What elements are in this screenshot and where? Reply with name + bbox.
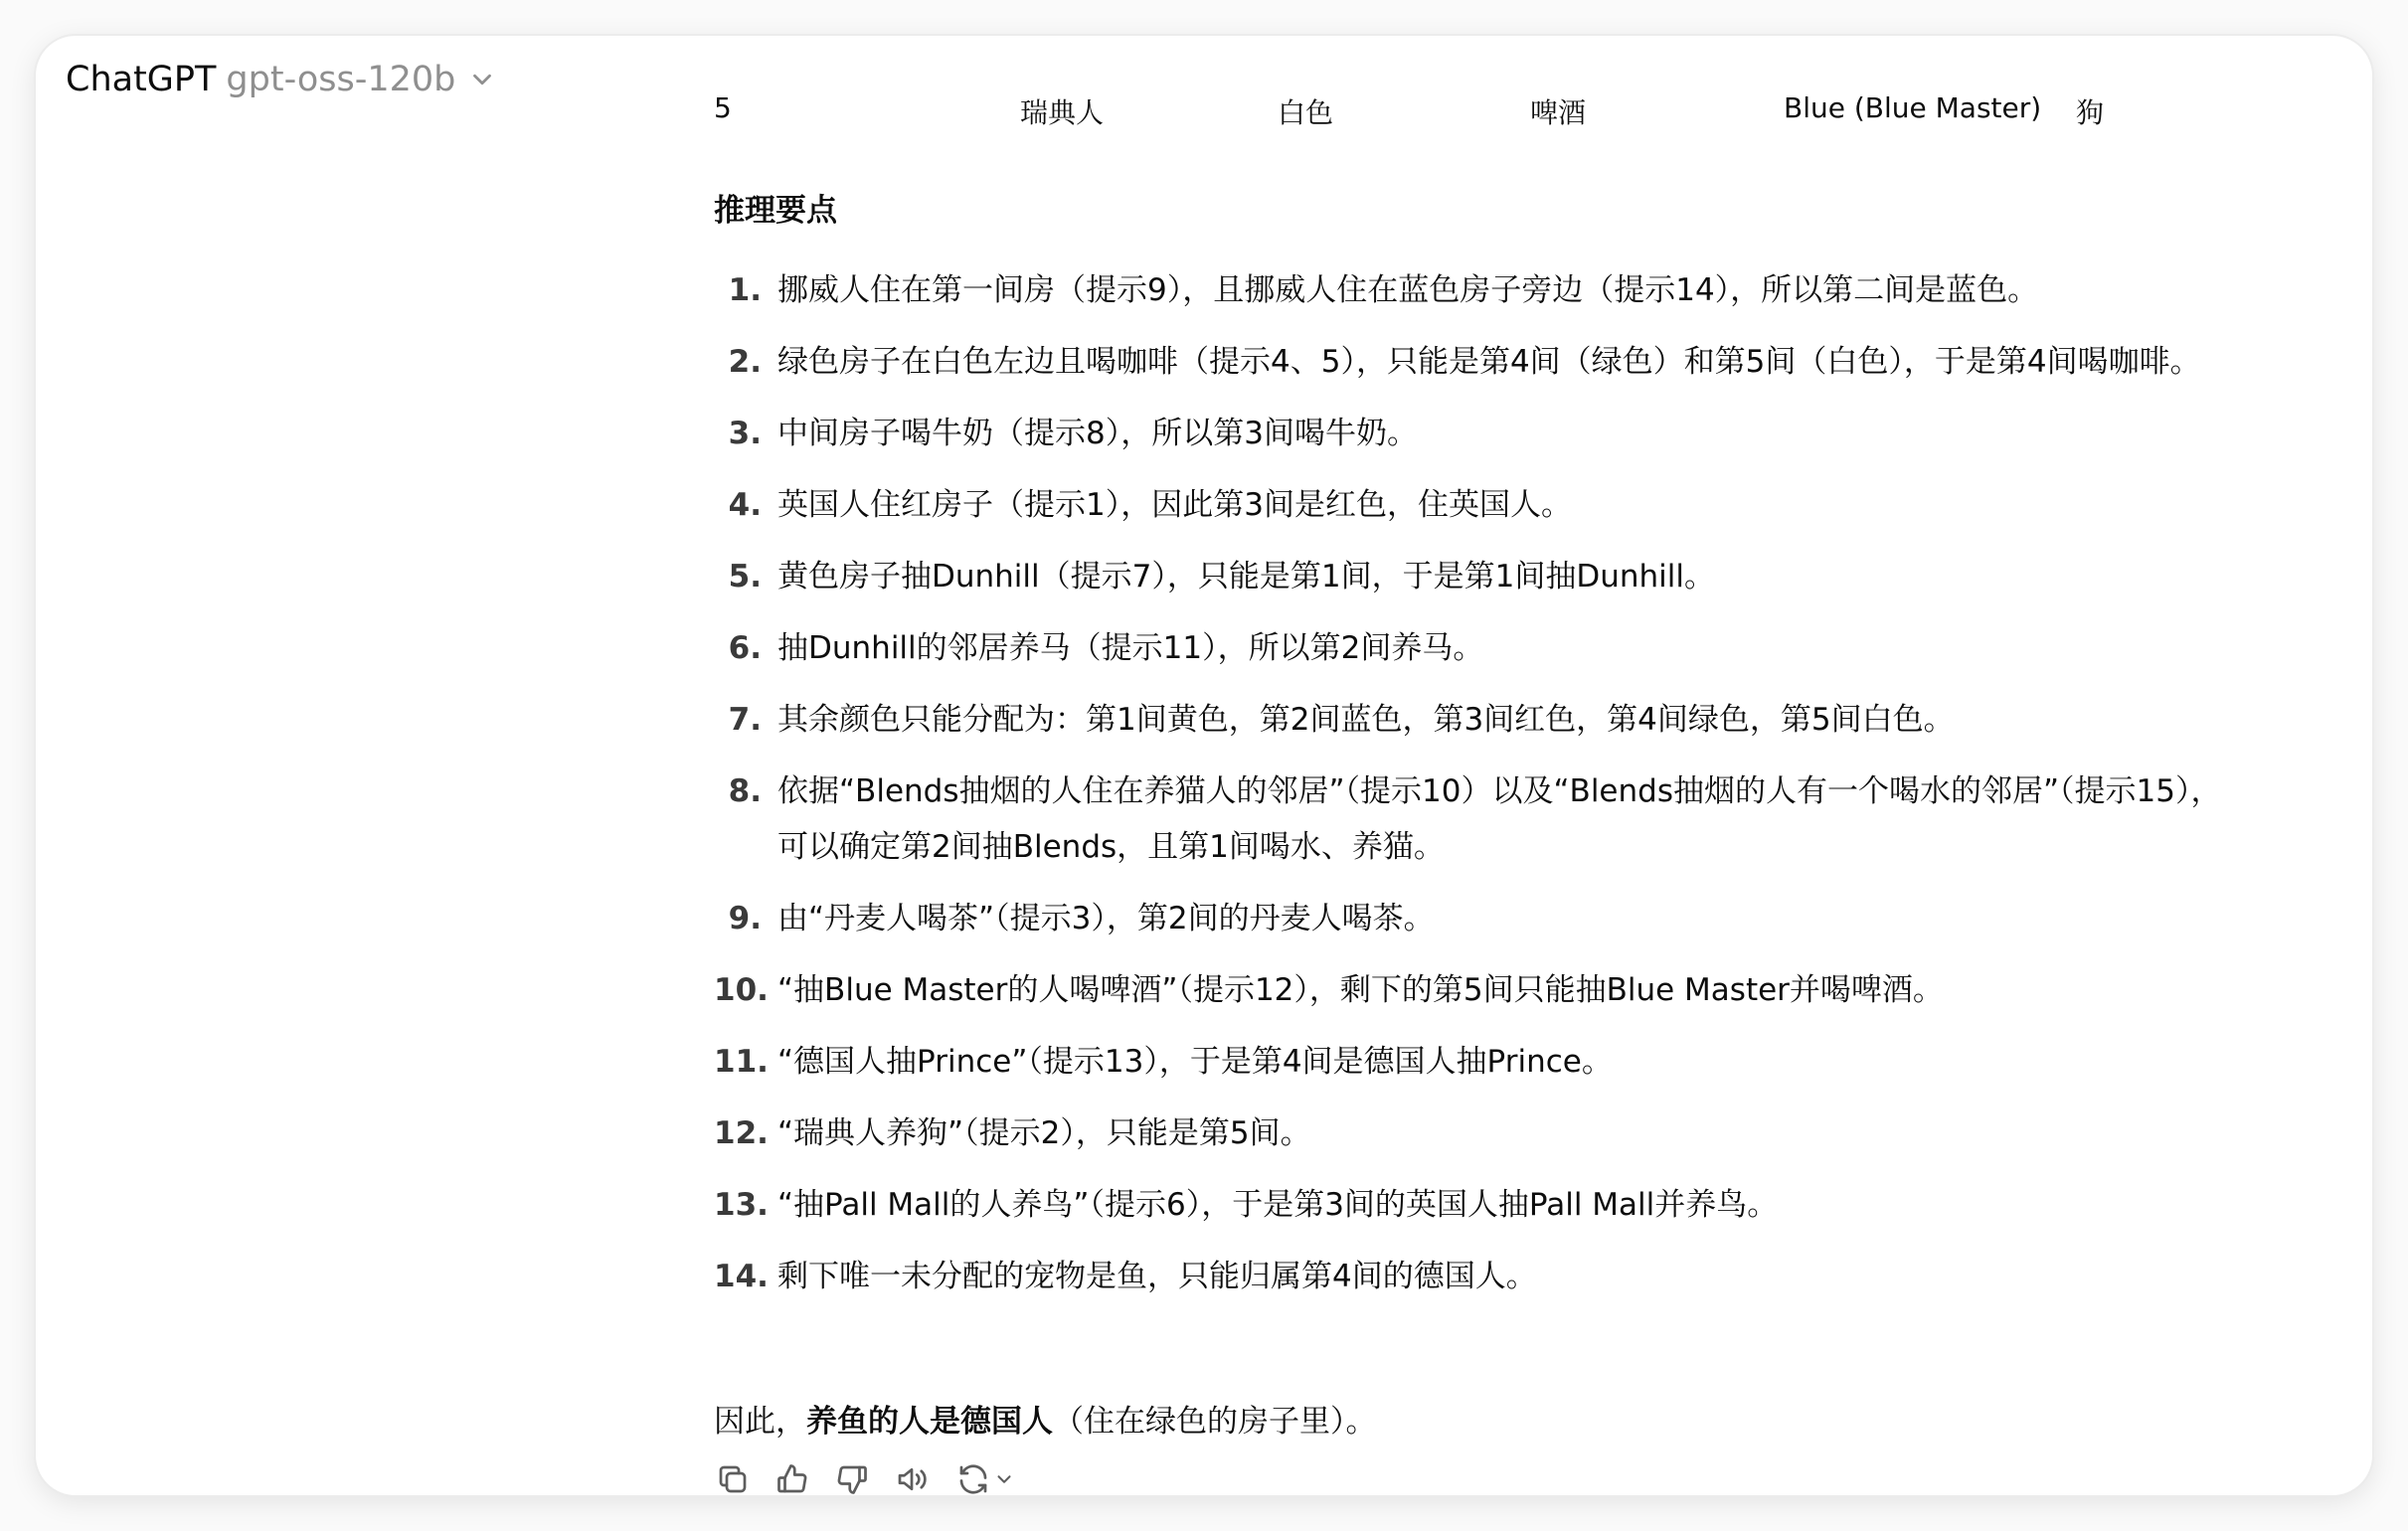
- step-number: 11.: [714, 1044, 769, 1080]
- list-item: [714, 1106, 2229, 1161]
- step-text: 依据“Blends抽烟的人住在养猫人的邻居”（提示10）以及“Blends抽烟的人有一个喝水的邻居”（提示15），可以确定第2间抽Blends，且第1间喝水、养猫。: [777, 773, 2222, 865]
- step-text: 绿色房子在白色左边且喝咖啡（提示4、5），只能是第4间（绿色）和第5间（白色），于是第4间喝咖啡。: [777, 344, 2201, 380]
- step-text: 英国人住红房子（提示1），因此第3间是红色，住英国人。: [777, 487, 1572, 523]
- step-number: 7.: [728, 702, 762, 738]
- step-number: 14.: [714, 1259, 769, 1294]
- read-aloud-button[interactable]: [893, 1460, 931, 1495]
- step-number: 5.: [728, 559, 762, 595]
- step-number: 12.: [714, 1115, 769, 1151]
- step-number: 2.: [728, 344, 762, 380]
- regenerate-button[interactable]: [952, 1460, 1018, 1495]
- message-actions: [714, 1459, 1018, 1495]
- list-item: [714, 620, 2229, 676]
- step-number: 4.: [728, 487, 762, 523]
- step-text: 由“丹麦人喝茶”（提示3），第2间的丹麦人喝茶。: [777, 901, 1435, 936]
- step-text: “德国人抽Prince”（提示13），于是第4间是德国人抽Prince。: [777, 1044, 1613, 1080]
- step-text: 黄色房子抽Dunhill（提示7），只能是第1间，于是第1间抽Dunhill。: [777, 559, 1715, 595]
- conclusion-highlight: 养鱼的人是德国人: [806, 1404, 1053, 1440]
- list-item: [714, 764, 2229, 875]
- section-title: 推理要点: [714, 193, 837, 229]
- chevron-down-icon: [993, 1468, 1015, 1490]
- list-item: [714, 1177, 2229, 1233]
- model-switcher[interactable]: [66, 50, 497, 109]
- list-item: [714, 692, 2229, 748]
- conclusion-prefix: 因此，: [714, 1404, 806, 1440]
- list-item: [714, 891, 2229, 946]
- step-text: 其余颜色只能分配为：第1间黄色，第2间蓝色，第3间红色，第4间绿色，第5间白色。: [777, 702, 1955, 738]
- copy-button[interactable]: [714, 1460, 752, 1495]
- list-item: [714, 406, 2229, 461]
- step-number: 13.: [714, 1187, 769, 1223]
- list-item: [714, 549, 2229, 604]
- copy-icon: [715, 1461, 751, 1495]
- thumbs-up-button[interactable]: [774, 1460, 811, 1495]
- list-item: [714, 477, 2229, 533]
- read-aloud-icon: [894, 1461, 930, 1495]
- thumbs-up-icon: [774, 1461, 810, 1495]
- table-cell-smoke: Blue (Blue Master): [1784, 91, 2042, 124]
- model-name: gpt-oss-120b: [226, 60, 456, 99]
- conclusion-text: [714, 1396, 1377, 1441]
- step-number: 1.: [728, 272, 762, 308]
- step-text: 抽Dunhill的邻居养马（提示11），所以第2间养马。: [777, 630, 1484, 666]
- step-text: “抽Pall Mall的人养鸟”（提示6），于是第3间的英国人抽Pall Mall并养鸟。: [777, 1187, 1779, 1223]
- table-cell-house: 5: [714, 91, 732, 124]
- table-cell-pet: 狗: [2076, 96, 2105, 129]
- list-item: [714, 1034, 2229, 1090]
- step-number: 10.: [714, 972, 769, 1008]
- step-number: 8.: [728, 773, 762, 809]
- step-number: 6.: [728, 630, 762, 666]
- step-number: 3.: [728, 416, 762, 451]
- list-item: [714, 1249, 2229, 1304]
- conclusion-suffix: （住在绿色的房子里）。: [1053, 1404, 1377, 1440]
- step-text: “抽Blue Master的人喝啤酒”（提示12），剩下的第5间只能抽Blue Master并喝啤酒。: [777, 972, 1944, 1008]
- step-text: 中间房子喝牛奶（提示8），所以第3间喝牛奶。: [777, 416, 1418, 451]
- table-cell-drink: 啤酒: [1530, 96, 1587, 129]
- chevron-down-icon: [467, 65, 497, 94]
- list-item: [714, 962, 2229, 1018]
- table-cell-nationality: 瑞典人: [1020, 96, 1105, 129]
- step-number: 9.: [728, 901, 762, 936]
- thumbs-down-icon: [834, 1461, 870, 1495]
- list-item: [714, 334, 2229, 390]
- step-text: 挪威人住在第一间房（提示9），且挪威人住在蓝色房子旁边（提示14），所以第二间是蓝色。: [777, 272, 2039, 308]
- reasoning-list: [714, 262, 2265, 1320]
- list-item: [714, 262, 2229, 318]
- step-text: 剩下唯一未分配的宠物是鱼，只能归属第4间的德国人。: [777, 1259, 1537, 1294]
- chat-window: [36, 36, 2372, 1495]
- thumbs-down-button[interactable]: [833, 1460, 871, 1495]
- table-cell-color: 白色: [1278, 96, 1334, 129]
- step-text: “瑞典人养狗”（提示2），只能是第5间。: [777, 1115, 1311, 1151]
- table-row: [714, 85, 2265, 135]
- regenerate-icon: [955, 1461, 991, 1495]
- brand-label: ChatGPT: [66, 60, 217, 99]
